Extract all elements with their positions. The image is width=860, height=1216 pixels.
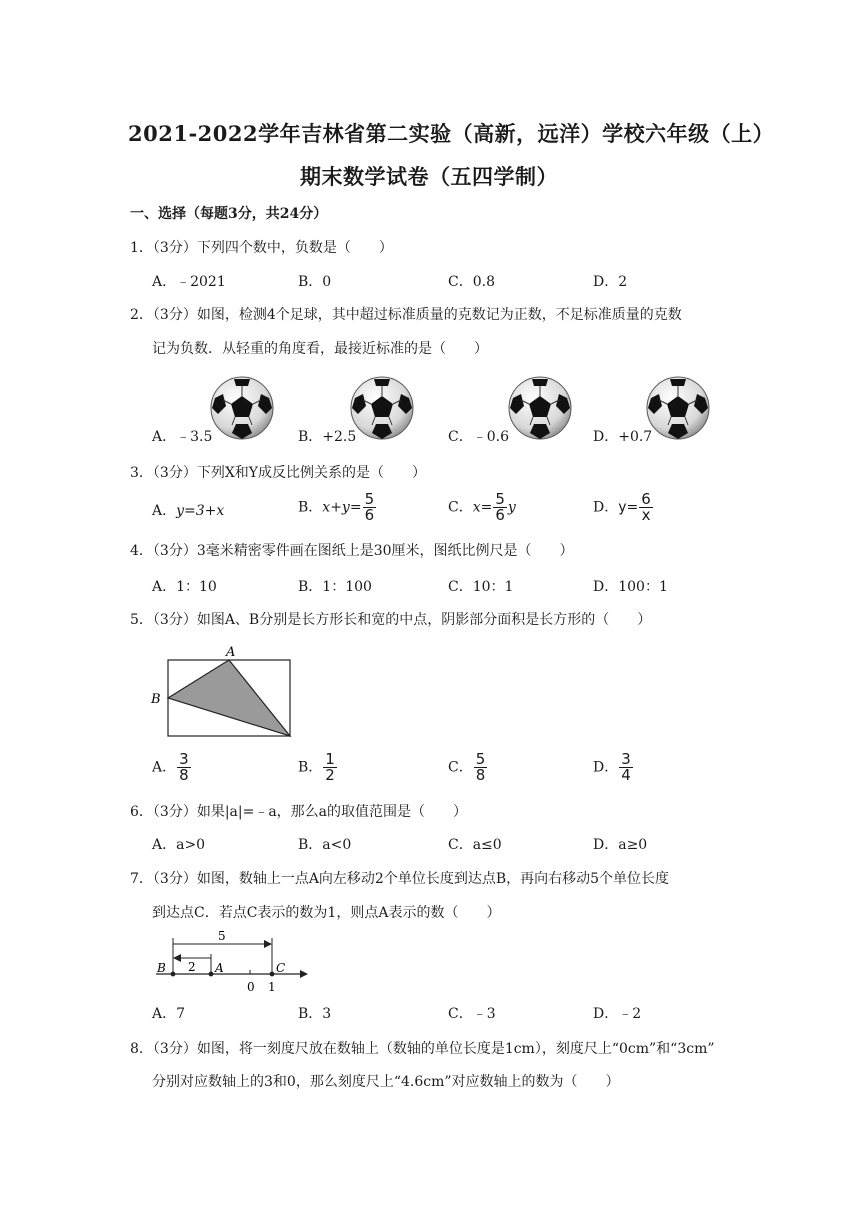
q6-option-d: D．a≥0 xyxy=(593,837,648,853)
q5-option-b-fraction xyxy=(323,752,337,783)
q3-option-b-fraction xyxy=(363,492,377,523)
question-4-stem: 4．（3分）3毫米精密零件画在图纸上是30厘米，图纸比例尺是（ ） xyxy=(130,543,574,559)
q6-option-b: B．a<0 xyxy=(298,837,352,853)
q4-option-a: A．1：10 xyxy=(152,579,217,595)
q2-option-c: C．﹣0.6 xyxy=(448,429,509,445)
q3-option-d-fraction xyxy=(639,492,653,523)
q3-option-d xyxy=(593,492,654,523)
q3-option-b-label: B． xyxy=(298,499,323,516)
fraction-numerator: 5 xyxy=(495,490,505,508)
question-1-stem: 1．（3分）下列四个数中，负数是（ ） xyxy=(130,240,393,256)
fraction-denominator: 4 xyxy=(621,766,631,784)
fraction-numerator: 5 xyxy=(475,750,486,768)
question-5-stem: 5．（3分）如图A、B分别是长方形长和宽的中点，阴影部分面积是长方形的（ ） xyxy=(130,612,652,628)
q3-option-c-tail: y xyxy=(507,499,516,516)
q2-option-a: A．﹣3.5 xyxy=(152,429,213,445)
q3-option-b xyxy=(298,492,377,523)
question-2-stem-line1: 2．（3分）如图，检测4个足球，其中超过标准质量的克数记为正数，不足标准质量的克数 xyxy=(130,307,682,323)
arrowhead-left xyxy=(173,954,181,962)
point-label-b: B xyxy=(151,692,161,707)
point-label-a: A xyxy=(226,645,236,660)
question-7-stem-line2: 到达点C．若点C表示的数为1，则点A表示的数（ ） xyxy=(152,905,501,921)
soccer-ball-icon xyxy=(646,376,710,440)
label-a: A xyxy=(215,961,224,975)
q3-option-c-fraction xyxy=(493,492,507,523)
soccer-ball-icon xyxy=(508,376,572,440)
fraction-denominator: 8 xyxy=(179,766,189,784)
label-c: C xyxy=(276,961,286,975)
fraction-denominator: 6 xyxy=(364,506,375,524)
soccer-ball-icon xyxy=(350,376,414,440)
question-8-stem-line2: 分别对应数轴上的3和0，那么刻度尺上“4.6cm”对应数轴上的数为（ ） xyxy=(152,1074,620,1090)
q5-option-a-fraction xyxy=(177,752,191,783)
q3-option-d-label: D． xyxy=(593,499,619,516)
q1-option-b: B．0 xyxy=(298,274,332,290)
fraction-numerator: 1 xyxy=(325,750,335,768)
fraction-denominator: x xyxy=(641,506,651,524)
q3-option-d-expr: y= xyxy=(618,499,639,516)
fraction-denominator: 6 xyxy=(495,506,505,524)
rectangle-triangle-figure xyxy=(148,642,298,744)
q6-option-c: C．a≤0 xyxy=(448,837,502,853)
q3-option-b-expr: x+y= xyxy=(322,499,362,516)
fraction-denominator: 8 xyxy=(475,766,486,784)
q5-option-a-label: A． xyxy=(152,759,177,776)
q5-option-c xyxy=(448,752,488,783)
q3-option-c xyxy=(448,492,516,523)
question-6-stem: 6．（3分）如果|a|=﹣a，那么a的取值范围是（ ） xyxy=(130,804,468,820)
q5-option-c-fraction xyxy=(474,752,488,783)
point-c xyxy=(270,972,275,977)
label-one: 1 xyxy=(268,980,276,994)
q3-option-c-expr: x= xyxy=(472,499,493,516)
label-five: 5 xyxy=(218,929,226,943)
fraction-numerator: 3 xyxy=(621,750,631,768)
q3-option-a-label: A． xyxy=(152,503,177,519)
question-2-stem-line2: 记为负数．从轻重的角度看，最接近标准的是（ ） xyxy=(152,341,488,357)
shaded-triangle xyxy=(168,660,290,736)
label-zero: 0 xyxy=(247,980,255,994)
q1-option-d: D．2 xyxy=(593,274,628,290)
fraction-numerator: 3 xyxy=(179,750,189,768)
question-3-stem: 3．（3分）下列X和Y成反比例关系的是（ ） xyxy=(130,465,427,481)
point-a xyxy=(209,972,214,977)
q5-option-b xyxy=(298,752,338,783)
q6-option-a: A．a>0 xyxy=(152,837,206,853)
q7-option-d: D．﹣2 xyxy=(593,1006,642,1022)
q1-option-a: A．﹣2021 xyxy=(152,274,226,290)
arrowhead-right xyxy=(264,940,272,948)
q1-option-c: C．0.8 xyxy=(448,274,495,290)
point-b xyxy=(171,972,176,977)
q5-option-c-label: C． xyxy=(448,759,473,776)
q5-option-b-label: B． xyxy=(298,759,323,776)
q4-option-b: B．1：100 xyxy=(298,579,372,595)
fraction-denominator: 2 xyxy=(325,766,335,784)
q3-option-a xyxy=(152,500,224,520)
soccer-ball-icon xyxy=(210,376,274,440)
axis-arrowhead xyxy=(300,970,308,978)
q5-option-d-label: D． xyxy=(593,759,619,776)
q3-option-a-expr: y=3+x xyxy=(176,503,225,519)
q2-option-d: D．+0.7 xyxy=(593,429,653,445)
q5-option-a xyxy=(152,752,192,783)
q4-option-c: C．10：1 xyxy=(448,579,514,595)
q7-option-a: A．7 xyxy=(152,1006,186,1022)
question-7-stem-line1: 7．（3分）如图，数轴上一点A向左移动2个单位长度到达点B，再向右移动5个单位长度 xyxy=(130,871,670,887)
question-8-stem-line1: 8．（3分）如图，将一刻度尺放在数轴上（数轴的单位长度是1cm），刻度尺上“0cm”和“3cm” xyxy=(130,1041,715,1057)
label-b: B xyxy=(157,961,166,975)
q7-option-b: B．3 xyxy=(298,1006,332,1022)
q5-option-d xyxy=(593,752,634,783)
fraction-numerator: 5 xyxy=(364,490,375,508)
number-line-figure xyxy=(150,928,310,998)
page-title-line2: 期末数学试卷（五四学制） xyxy=(300,164,558,189)
q7-option-c: C．﹣3 xyxy=(448,1006,496,1022)
label-two: 2 xyxy=(188,960,196,974)
page-title-line1: 2021-2022学年吉林省第二实验（高新，远洋）学校六年级（上） xyxy=(128,121,775,146)
section-heading: 一、选择（每题3分，共24分） xyxy=(130,206,328,222)
q3-option-c-label: C． xyxy=(448,499,473,516)
fraction-numerator: 6 xyxy=(641,490,651,508)
q4-option-d: D．100：1 xyxy=(593,579,668,595)
q5-option-d-fraction xyxy=(619,752,633,783)
q2-option-b: B．+2.5 xyxy=(298,429,357,445)
